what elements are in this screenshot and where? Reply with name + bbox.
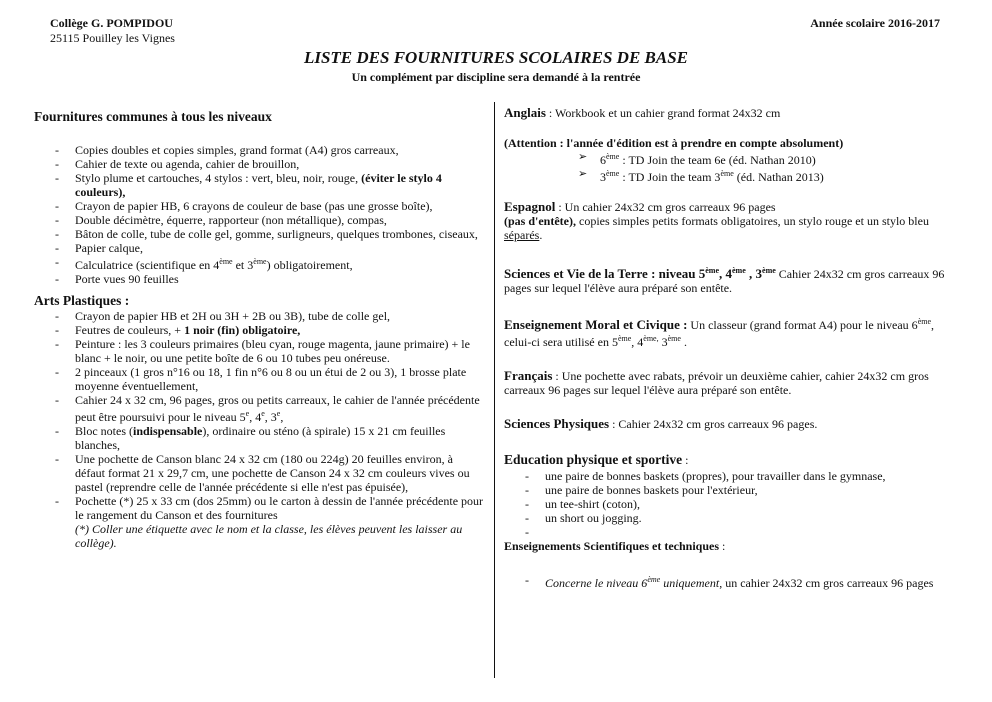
list-item: - Stylo plume et cartouches, 4 stylos : vert, bleu, noir, rouge, (éviter le stylo 4 couleurs),	[34, 171, 484, 199]
list-item: - Cahier de texte ou agenda, cahier de brouillon,	[34, 157, 484, 171]
list-item: - Peinture : les 3 couleurs primaires (bleu cyan, rouge magenta, jaune primaire) + le blanc + le noir, ou une petite boîte de 6 ou 10 tubes peu onéreuse.	[34, 337, 484, 365]
list-item: - Crayon de papier HB et 2H ou 3H + 2B ou 3B), tube de colle gel,	[34, 309, 484, 323]
list-item: - 2 pinceaux (1 gros n°16 ou 18, 1 fin n°6 ou 8 ou un étui de 2 ou 3), 1 brosse plate moyenne éventuellement,	[34, 365, 484, 393]
anglais-attention: (Attention : l'année d'édition est à prendre en compte absolument)	[504, 136, 844, 150]
eps-heading: Education physique et sportive :	[504, 452, 689, 467]
list-item: - Calculatrice (scientifique en 4ème et 3ème) obligatoirement,	[34, 255, 484, 272]
school-year: Année scolaire 2016-2017	[810, 16, 940, 30]
sciences-tech-heading: Enseignements Scientifiques et techniques :	[504, 539, 726, 553]
emc-block: Enseignement Moral et Civique : Un classeur (grand format A4) pour le niveau 6ème, celui-ci sera utilisé en 5ème, $4^{ème,}$ 3ème .	[504, 317, 935, 349]
list-item: - Papier calque,	[34, 241, 484, 255]
right-column	[504, 106, 956, 590]
list-item: - Porte vues 90 feuilles	[34, 272, 484, 286]
eps-list	[504, 469, 956, 539]
page-title: LISTE DES FOURNITURES SCOLAIRES DE BASE	[303, 48, 689, 67]
svt-block: Sciences et Vie de la Terre : niveau 5ème, 4ème , 3ème Cahier 24x32 cm gros carreaux 96 pages sur lequel l'élève aura préparé son entête.	[504, 266, 945, 295]
list-item: ➢ 6ème : TD Join the team 6e (éd. Nathan 2010)	[578, 150, 956, 167]
list-item: - Bloc notes (indispensable), ordinaire ou sténo (à spirale) 15 x 21 cm feuilles blanches,	[34, 424, 484, 452]
list-item: - Cahier 24 x 32 cm, 96 pages, gros ou petits carreaux, le cahier de l'année précédente peut être poursuivi pour le niveau 5e, 4e, 3e,	[34, 393, 484, 424]
physique-block: Sciences Physiques : Cahier 24x32 cm gros carreaux 96 pages.	[504, 416, 818, 431]
common-list	[34, 143, 484, 286]
sciences-tech-list	[504, 573, 956, 590]
espagnol-block: Espagnol : Un cahier 24x32 cm gros carreaux 96 pages (pas d'entête), copies simples petits formats obligatoires, un stylo rouge et un stylo bleu séparés.	[504, 199, 929, 242]
school-name: Collège G. POMPIDOU	[50, 16, 173, 30]
list-item: ➢ 3ème : TD Join the team 3ème (éd. Nathan 2013)	[578, 167, 956, 184]
francais-block: Français : Une pochette avec rabats, prévoir un deuxième cahier, cahier 24x32 cm gros carreaux 96 pages sur lequel l'élève aura préparé son entête.	[504, 368, 929, 397]
school-address: 25115 Pouilley les Vignes	[50, 31, 175, 45]
common-heading: Fournitures communes à tous les niveaux	[34, 109, 272, 124]
list-item: - un short ou jogging.	[504, 511, 956, 525]
list-item: - Double décimètre, équerre, rapporteur (non métallique), compas,	[34, 213, 484, 227]
list-item: - Bâton de colle, tube de colle gel, gomme, surligneurs, quelques trombones, ciseaux,	[34, 227, 484, 241]
list-item	[504, 525, 956, 539]
list-item: - Crayon de papier HB, 6 crayons de couleur de base (pas une grosse boîte),	[34, 199, 484, 213]
list-item: - Feutres de couleurs, + 1 noir (fin) obligatoire,	[34, 323, 484, 337]
school-block	[50, 16, 175, 46]
page-subtitle: Un complément par discipline sera demandé à la rentrée	[351, 70, 641, 84]
list-item: - une paire de bonnes baskets pour l'extérieur,	[504, 483, 956, 497]
list-item: - une paire de bonnes baskets (propres), pour travailler dans le gymnase,	[504, 469, 956, 483]
left-column	[34, 106, 484, 550]
arts-heading: Arts Plastiques :	[34, 293, 130, 308]
anglais-block: Anglais : Workbook et un cahier grand format 24x32 cm	[504, 105, 781, 120]
anglais-editions	[504, 150, 956, 184]
list-item: - Une pochette de Canson blanc 24 x 32 cm (180 ou 224g) 20 feuilles environ, à défaut format 21 x 29,7 cm, une pochette de Canson 24 x 32 cm couleurs vives ou pastel (reprendre celle de l'année précédente si elle n'est pas épuisée),	[34, 452, 484, 494]
list-item: - Copies doubles et copies simples, grand format (A4) gros carreaux,	[34, 143, 484, 157]
list-item: - un tee-shirt (coton),	[504, 497, 956, 511]
column-divider	[494, 102, 495, 678]
list-item: - Pochette (*) 25 x 33 cm (dos 25mm) ou le carton à dessin de l'année précédente pour le rangement du Canson et des fournitures (*) Coller une étiquette avec le nom et la classe, les élèves peuvent les laisser au collège).	[34, 494, 484, 550]
list-item: - Concerne le niveau 6ème uniquement, un cahier 24x32 cm gros carreaux 96 pages	[504, 573, 956, 590]
arts-list	[34, 309, 484, 550]
